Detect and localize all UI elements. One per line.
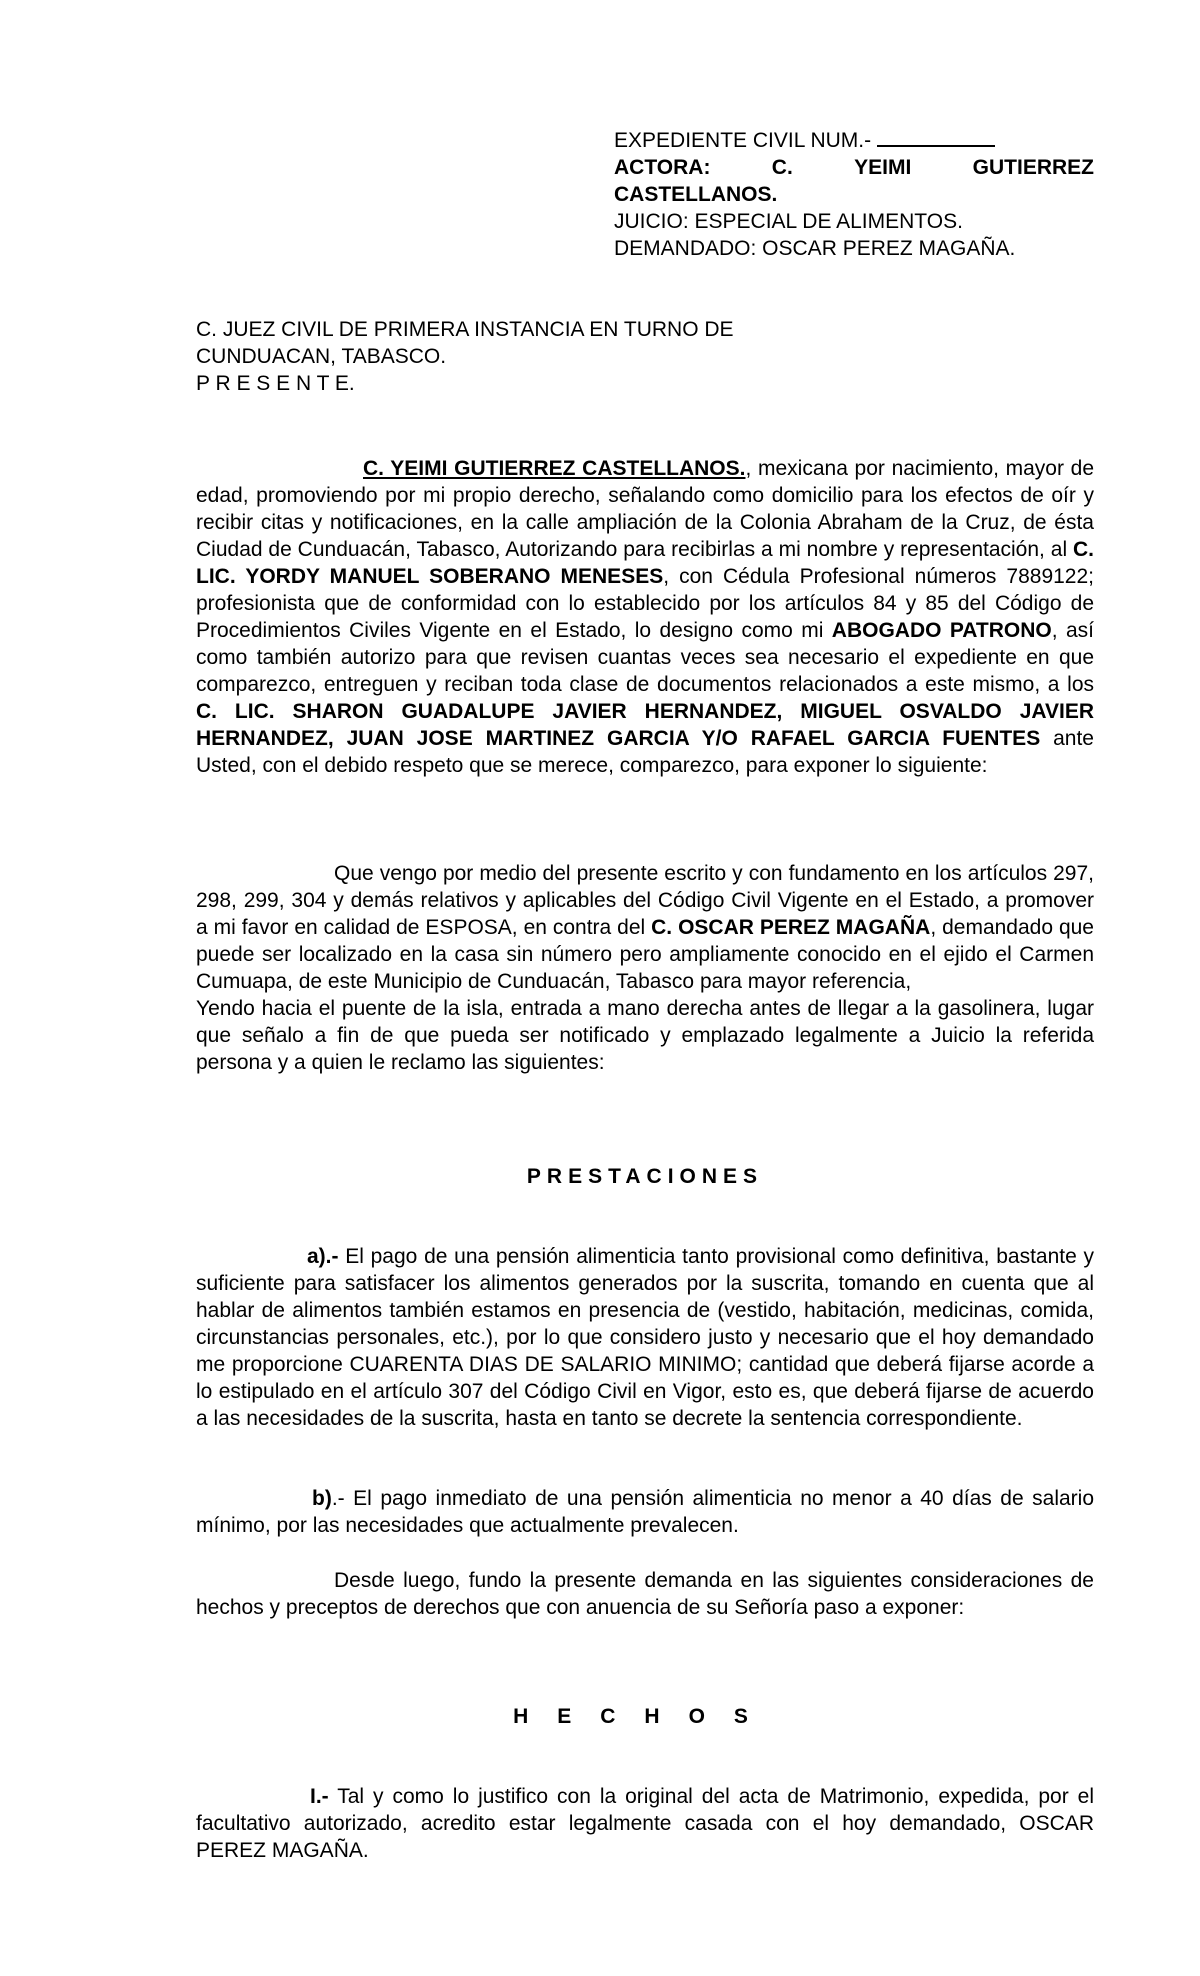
case-header bbox=[614, 127, 1094, 262]
prestacion-a-label: a).- bbox=[307, 1245, 339, 1268]
intro-paragraph: C. YEIMI GUTIERREZ CASTELLANOS., mexicana por nacimiento, mayor de edad, promoviendo por mi propio derecho, señalando como domicilio para los efectos de oír y recibir citas y notificaciones, en la calle ampliación de la Colonia Abraham de la Cruz, de ésta Ciudad de Cunduacán, Tabasco, Autorizando para recibirlas a mi nombre y representación, al C. LIC. YORDY MANUEL SOBERANO MENESES, con Cédula Profesional números 7889122; profesionista que de conformidad con lo establecido por los artículos 84 y 85 del Código de Procedimientos Civiles Vigente en el Estado, lo designo como mi ABOGADO PATRONO, así como también autorizo para que revisen cuantas veces sea necesario el expediente en que comparezco, entreguen y reciban toda clase de documentos relacionados a este mismo, a los C. LIC. SHARON GUADALUPE JAVIER HERNANDEZ, MIGUEL OSVALDO JAVIER HERNANDEZ, JUAN JOSE MARTINEZ GARCIA Y/O RAFAEL GARCIA FUENTES ante Usted, con el debido respeto que se merece, comparezco, para exponer lo siguiente: bbox=[196, 457, 1094, 777]
addressee-block bbox=[196, 316, 896, 397]
prestaciones-heading: PRESTACIONES bbox=[526, 1165, 764, 1188]
expediente-label: EXPEDIENTE CIVIL NUM.- bbox=[614, 129, 872, 152]
actora-second-surname: CASTELLANOS. bbox=[614, 183, 778, 206]
plaintiff-name: C. YEIMI GUTIERREZ CASTELLANOS. bbox=[363, 457, 746, 480]
actora-c: C. bbox=[771, 156, 793, 179]
addressee-line-1: C. JUEZ CIVIL DE PRIMERA INSTANCIA EN TURNO DE bbox=[196, 318, 734, 341]
location-paragraph: Yendo hacia el puente de la isla, entrada a mano derecha antes de llegar a la gasolinera, lugar que señalo a fin de que pueda ser notificado y emplazado legalmente a Juicio la referida persona y a quien le reclamo las siguientes: bbox=[196, 997, 1094, 1074]
prestacion-b-label: b) bbox=[312, 1487, 332, 1510]
claim-paragraph: Que vengo por medio del presente escrito y con fundamento en los artículos 297, 298, 299, 304 y demás relativos y aplicables del Código Civil Vigente en el Estado, a promover a mi favor en calidad de ESPOSA, en contra del C. OSCAR PEREZ MAGAÑA, demandado que puede ser localizado en la casa sin número pero ampliamente conocido en el ejido el Carmen Cumuapa, de este Municipio de Cunduacán, Tabasco para mayor referencia, Yendo hacia el puente de la isla, entrada a mano derecha antes de llegar a la gasolinera, lugar que señalo a fin de que pueda ser notificado y emplazado legalmente a Juicio la referida persona y a quien le reclamo las siguientes: bbox=[196, 862, 1094, 1074]
juicio-line: JUICIO: ESPECIAL DE ALIMENTOS. bbox=[614, 210, 963, 233]
actora-line-cont bbox=[614, 181, 1094, 208]
addressee-line-3: P R E S E N T E. bbox=[196, 372, 355, 395]
abogado-patrono: ABOGADO PATRONO bbox=[831, 619, 1052, 642]
authorized-persons: C. LIC. SHARON GUADALUPE JAVIER HERNANDEZ, MIGUEL OSVALDO JAVIER HERNANDEZ, JUAN JOSE MARTINEZ GARCIA Y/O RAFAEL GARCIA FUENTES bbox=[196, 700, 1094, 750]
addressee-line-2: CUNDUACAN, TABASCO. bbox=[196, 345, 447, 368]
expediente-number-blank bbox=[877, 127, 995, 147]
actora-surname: GUTIERREZ bbox=[972, 156, 1095, 179]
hecho-1: I.- Tal y como lo justifico con la original del acta de Matrimonio, expedida, por el facultativo autorizado, acredito estar legalmente casada con el hoy demandado, OSCAR PEREZ MAGAÑA. bbox=[196, 1785, 1094, 1862]
actora-label: ACTORA: bbox=[614, 156, 711, 179]
actora-line bbox=[614, 154, 1094, 181]
demandado-line: DEMANDADO: OSCAR PEREZ MAGAÑA. bbox=[614, 237, 1016, 260]
hechos-heading: HECHOS bbox=[513, 1705, 777, 1728]
prestacion-a: a).- El pago de una pensión alimenticia tanto provisional como definitiva, bastante y suficiente para satisfacer los alimentos generados por la suscrita, tomando en cuenta que al hablar de alimentos también estamos en presencia de (vestido, habitación, medicinas, comida, circunstancias personales, etc.), por lo que considero justo y necesario que el hoy demandado me proporcione CUARENTA DIAS DE SALARIO MINIMO; cantidad que deberá fijarse acorde a lo estipulado en el artículo 307 del Código Civil en Vigor, esto es, que deberá fijarse de acuerdo a las necesidades de la suscrita, hasta en tanto se decrete la sentencia correspondiente. bbox=[196, 1245, 1094, 1430]
defendant-name: C. OSCAR PEREZ MAGAÑA bbox=[651, 916, 931, 939]
consideraciones-paragraph: Desde luego, fundo la presente demanda en las siguientes consideraciones de hechos y preceptos de derechos que con anuencia de su Señoría paso a exponer: bbox=[196, 1569, 1094, 1619]
expediente-line bbox=[614, 127, 1094, 154]
lawyer-name: C. LIC. YORDY MANUEL SOBERANO MENESES bbox=[196, 538, 1094, 588]
hecho-1-label: I.- bbox=[310, 1785, 329, 1808]
actora-first-name: YEIMI bbox=[854, 156, 912, 179]
prestacion-b: b).- El pago inmediato de una pensión alimenticia no menor a 40 días de salario mínimo, por las necesidades que actualmente prevalecen. bbox=[196, 1487, 1094, 1537]
